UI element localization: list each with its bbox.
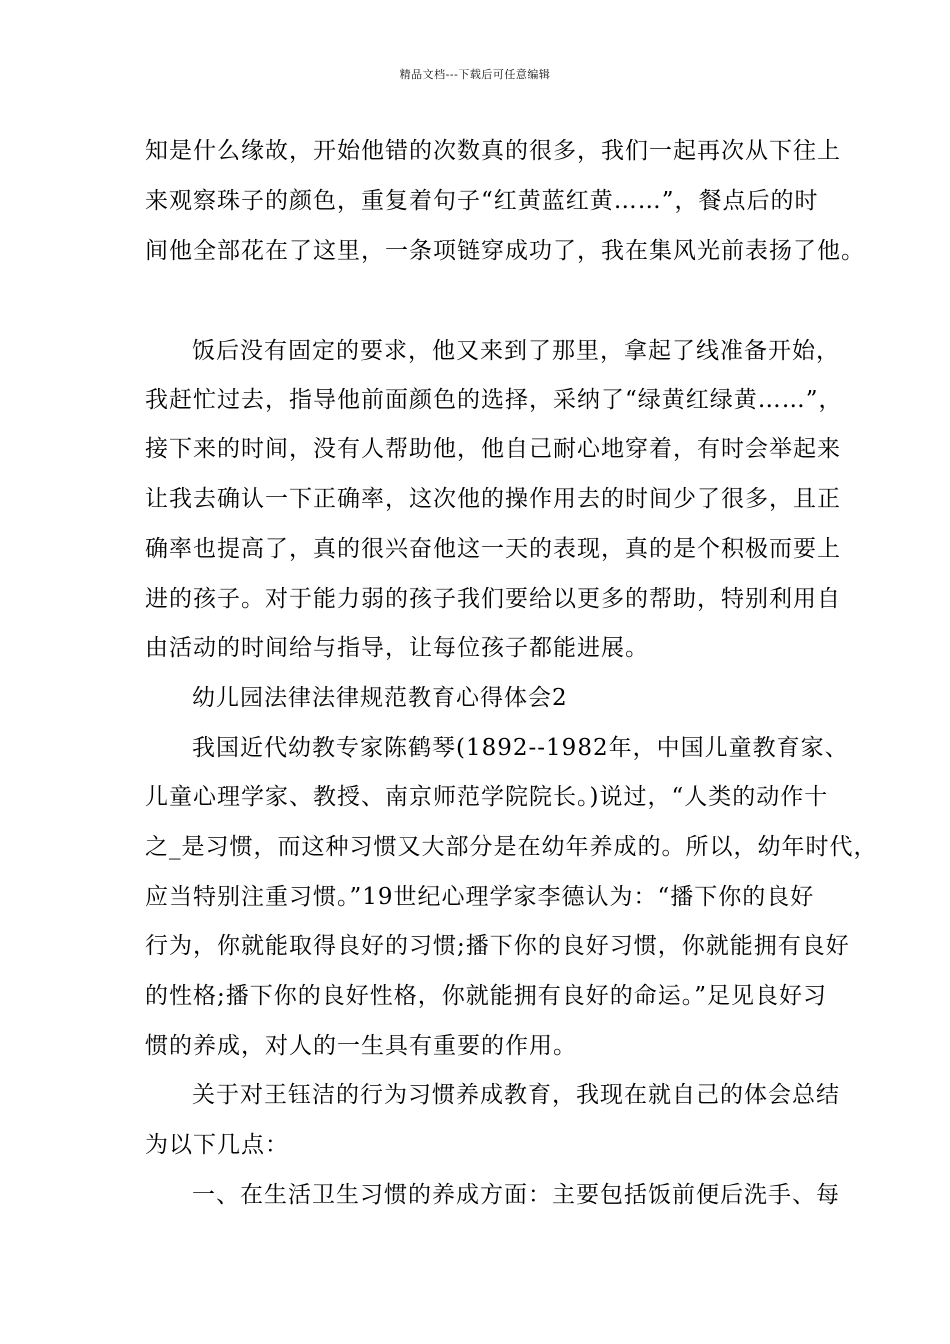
body-line: 饭后没有固定的要求，他又来到了那里，拿起了线准备开始， [192, 338, 840, 364]
body-line: 的性格;播下你的良好性格，你就能拥有良好的命运。”足见良好习 [145, 983, 828, 1009]
body-line: 我国近代幼教专家陈鹤琴(1892--1982年，中国儿童教育家、 [192, 735, 849, 761]
body-line: 我赶忙过去，指导他前面颜色的选择，采纳了“绿黄红绿黄……”， [145, 387, 843, 413]
body-line: 应当特别注重习惯。”19世纪心理学家李德认为：“播下你的良好 [145, 884, 815, 910]
body-line: 接下来的时间，没有人帮助他，他自己耐心地穿着，有时会举起来 [145, 436, 841, 462]
body-line: 来观察珠子的颜色，重复着句子“红黄蓝红黄……”，餐点后的时 [145, 188, 819, 214]
body-line: 一、在生活卫生习惯的养成方面：主要包括饭前便后洗手、每 [192, 1182, 840, 1208]
body-line: 之_是习惯，而这种习惯又大部分是在幼年养成的。所以，幼年时代， [145, 834, 878, 860]
body-line: 让我去确认一下正确率，这次他的操作用去的时间少了很多，且正 [145, 486, 841, 512]
body-line: 间他全部花在了这里，一条项链穿成功了，我在集风光前表扬了他。 [145, 238, 865, 264]
section-heading: 幼儿园法律法律规范教育心得体会2 [192, 685, 568, 711]
body-line: 行为，你就能取得良好的习惯;播下你的良好习惯，你就能拥有良好 [145, 933, 850, 959]
body-line: 关于对王钰洁的行为习惯养成教育，我现在就自己的体会总结 [192, 1082, 840, 1108]
body-line: 惯的养成，对人的一生具有重要的作用。 [145, 1033, 577, 1059]
body-line: 儿童心理学家、教授、南京师范学院院长。)说过，“人类的动作十 [145, 784, 829, 810]
body-line: 确率也提高了，真的很兴奋他这一天的表现，真的是个积极而要上 [145, 536, 841, 562]
body-line: 由活动的时间给与指导，让每位孩子都能进展。 [145, 635, 649, 661]
body-line: 知是什么缘故，开始他错的次数真的很多，我们一起再次从下往上 [145, 138, 841, 164]
body-line: 为以下几点： [145, 1132, 289, 1158]
body-line: 进的孩子。对于能力弱的孩子我们要给以更多的帮助，特别利用自 [145, 586, 841, 612]
page-header: 精品文档---下载后可任意编辑 [399, 68, 551, 81]
